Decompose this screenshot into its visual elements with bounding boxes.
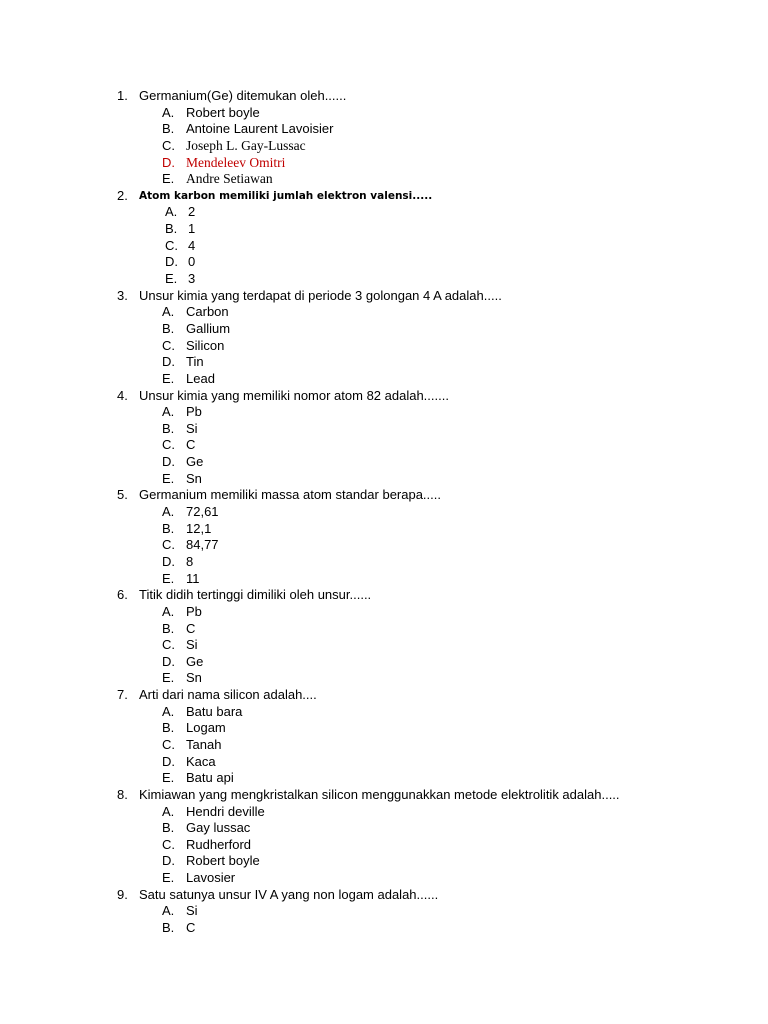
option-text: 2: [188, 204, 196, 220]
option-text: 84,77: [186, 537, 219, 553]
option-text: Tanah: [186, 736, 222, 752]
option-4a: [0, 404, 768, 421]
question-number: 9.: [117, 886, 128, 902]
option-5d: [0, 554, 768, 571]
option-text: Pb: [186, 404, 202, 420]
option-3a: [0, 304, 768, 321]
option-8c: [0, 837, 768, 854]
option-text: Sn: [186, 670, 202, 686]
option-6e: [0, 670, 768, 687]
question-number: 1.: [117, 88, 128, 103]
option-letter: C.: [162, 437, 175, 453]
option-4d: [0, 454, 768, 471]
question-2: [0, 188, 768, 205]
option-letter: D.: [165, 254, 178, 270]
option-7a: [0, 704, 768, 721]
option-text: 12,1: [186, 520, 212, 536]
question-7: [0, 687, 768, 704]
option-letter: B.: [162, 420, 175, 436]
option-letter: B.: [162, 720, 175, 736]
option-text: 8: [186, 553, 194, 569]
option-text: 1: [188, 221, 196, 237]
option-1d-highlighted: [0, 155, 768, 172]
question-1: [0, 88, 768, 105]
option-letter: B.: [162, 520, 175, 536]
option-text: C: [186, 620, 196, 636]
option-7b: [0, 720, 768, 737]
option-text: Ge: [186, 653, 204, 669]
question-text: Arti dari nama silicon adalah....: [139, 687, 317, 703]
option-text: Si: [186, 637, 198, 653]
question-text: Germanium memiliki massa atom standar berapa.....: [139, 487, 441, 503]
option-letter: A.: [162, 803, 175, 819]
question-8: [0, 787, 768, 804]
question-text: Titik didih tertinggi dimiliki oleh unsur......: [139, 587, 372, 603]
question-text: Unsur kimia yang terdapat di periode 3 golongan 4 A adalah.....: [139, 287, 502, 303]
option-text: C: [186, 437, 196, 453]
option-1e: [0, 171, 768, 188]
question-document: [0, 88, 768, 937]
option-7e: [0, 770, 768, 787]
option-text: Mendeleev Omitri: [186, 154, 286, 170]
option-letter: E.: [162, 770, 175, 786]
option-letter: B.: [162, 121, 175, 137]
option-text: 72,61: [186, 504, 219, 520]
option-letter: E.: [162, 670, 175, 686]
question-number: 3.: [117, 287, 128, 303]
question-number: 4.: [117, 387, 128, 403]
option-text: Si: [186, 903, 198, 919]
question-text: Unsur kimia yang memiliki nomor atom 82 adalah.......: [139, 387, 449, 403]
option-letter: C.: [162, 137, 175, 153]
option-text: Kaca: [186, 753, 216, 769]
question-text: Satu satunya unsur IV A yang non logam adalah......: [139, 886, 439, 902]
option-letter: C.: [162, 736, 175, 752]
option-letter: A.: [162, 404, 175, 420]
option-letter: E.: [162, 870, 175, 886]
option-letter: B.: [165, 221, 178, 237]
question-5: [0, 487, 768, 504]
option-letter: E.: [162, 470, 175, 486]
option-2b: [0, 221, 768, 238]
option-3c: [0, 338, 768, 355]
option-7c: [0, 737, 768, 754]
question-text: Atom karbon memiliki jumlah elektron valensi.....: [139, 189, 433, 202]
option-letter: D.: [162, 753, 175, 769]
option-1a: [0, 105, 768, 122]
option-2e: [0, 271, 768, 288]
option-1b: [0, 121, 768, 138]
question-text: Germanium(Ge) ditemukan oleh......: [139, 88, 347, 103]
option-6d: [0, 654, 768, 671]
option-letter: C.: [165, 237, 178, 253]
option-5c: [0, 537, 768, 554]
option-letter: A.: [162, 903, 175, 919]
option-text: Ge: [186, 454, 204, 470]
option-letter: A.: [162, 703, 175, 719]
option-text: Pb: [186, 603, 202, 619]
option-9b: [0, 920, 768, 937]
option-letter: A.: [162, 504, 175, 520]
option-4b: [0, 421, 768, 438]
option-8a: [0, 804, 768, 821]
question-number: 7.: [117, 687, 128, 703]
option-letter: A.: [165, 204, 178, 220]
option-3b: [0, 321, 768, 338]
question-number: 6.: [117, 587, 128, 603]
option-5e: [0, 571, 768, 588]
option-text: Joseph L. Gay-Lussac: [186, 137, 306, 153]
option-letter: E.: [165, 271, 178, 287]
option-letter: E.: [162, 570, 175, 586]
option-letter: E.: [162, 171, 175, 187]
option-letter: C.: [162, 637, 175, 653]
option-7d: [0, 754, 768, 771]
option-letter: D.: [162, 354, 175, 370]
option-letter: D.: [162, 154, 175, 170]
option-letter: C.: [162, 337, 175, 353]
question-6: [0, 587, 768, 604]
option-letter: A.: [162, 603, 175, 619]
option-8e: [0, 870, 768, 887]
option-4c: [0, 437, 768, 454]
option-4e: [0, 471, 768, 488]
option-5b: [0, 521, 768, 538]
option-text: Andre Setiawan: [186, 171, 273, 187]
option-text: Robert boyle: [186, 104, 260, 120]
question-number: 5.: [117, 487, 128, 503]
option-text: Antoine Laurent Lavoisier: [186, 121, 334, 137]
option-text: Batu api: [186, 770, 234, 786]
option-8b: [0, 820, 768, 837]
option-text: 0: [188, 254, 196, 270]
question-4: [0, 388, 768, 405]
option-1c: [0, 138, 768, 155]
option-2a: [0, 204, 768, 221]
option-8d: [0, 853, 768, 870]
question-number: 8.: [117, 786, 128, 802]
option-text: 3: [188, 271, 196, 287]
option-letter: B.: [162, 820, 175, 836]
option-letter: B.: [162, 320, 175, 336]
option-text: Carbon: [186, 304, 229, 320]
question-9: [0, 887, 768, 904]
option-text: C: [186, 920, 196, 936]
option-text: Tin: [186, 354, 204, 370]
question-number: 2.: [117, 187, 128, 203]
option-3d: [0, 354, 768, 371]
option-letter: B.: [162, 920, 175, 936]
option-text: Gallium: [186, 320, 231, 336]
option-letter: D.: [162, 454, 175, 470]
option-letter: D.: [162, 853, 175, 869]
option-text: Lead: [186, 370, 215, 386]
option-3e: [0, 371, 768, 388]
option-letter: B.: [162, 620, 175, 636]
option-letter: A.: [162, 104, 175, 120]
option-letter: E.: [162, 370, 175, 386]
question-3: [0, 288, 768, 305]
option-letter: D.: [162, 653, 175, 669]
option-6b: [0, 621, 768, 638]
option-text: Logam: [186, 720, 226, 736]
option-text: Hendri deville: [186, 803, 265, 819]
option-text: 11: [186, 570, 200, 586]
option-6c: [0, 637, 768, 654]
option-letter: D.: [162, 553, 175, 569]
option-9a: [0, 903, 768, 920]
option-text: Batu bara: [186, 703, 243, 719]
option-text: Lavosier: [186, 870, 236, 886]
option-2d: [0, 254, 768, 271]
option-letter: C.: [162, 537, 175, 553]
option-letter: A.: [162, 304, 175, 320]
option-text: Rudherford: [186, 836, 252, 852]
option-5a: [0, 504, 768, 521]
option-text: Sn: [186, 470, 202, 486]
option-text: Si: [186, 420, 198, 436]
option-text: Robert boyle: [186, 853, 260, 869]
option-letter: C.: [162, 836, 175, 852]
option-6a: [0, 604, 768, 621]
option-text: 4: [188, 237, 196, 253]
option-text: Silicon: [186, 337, 225, 353]
option-text: Gay lussac: [186, 820, 251, 836]
option-2c: [0, 238, 768, 255]
question-text: Kimiawan yang mengkristalkan silicon menggunakkan metode elektrolitik adalah.....: [139, 786, 620, 802]
